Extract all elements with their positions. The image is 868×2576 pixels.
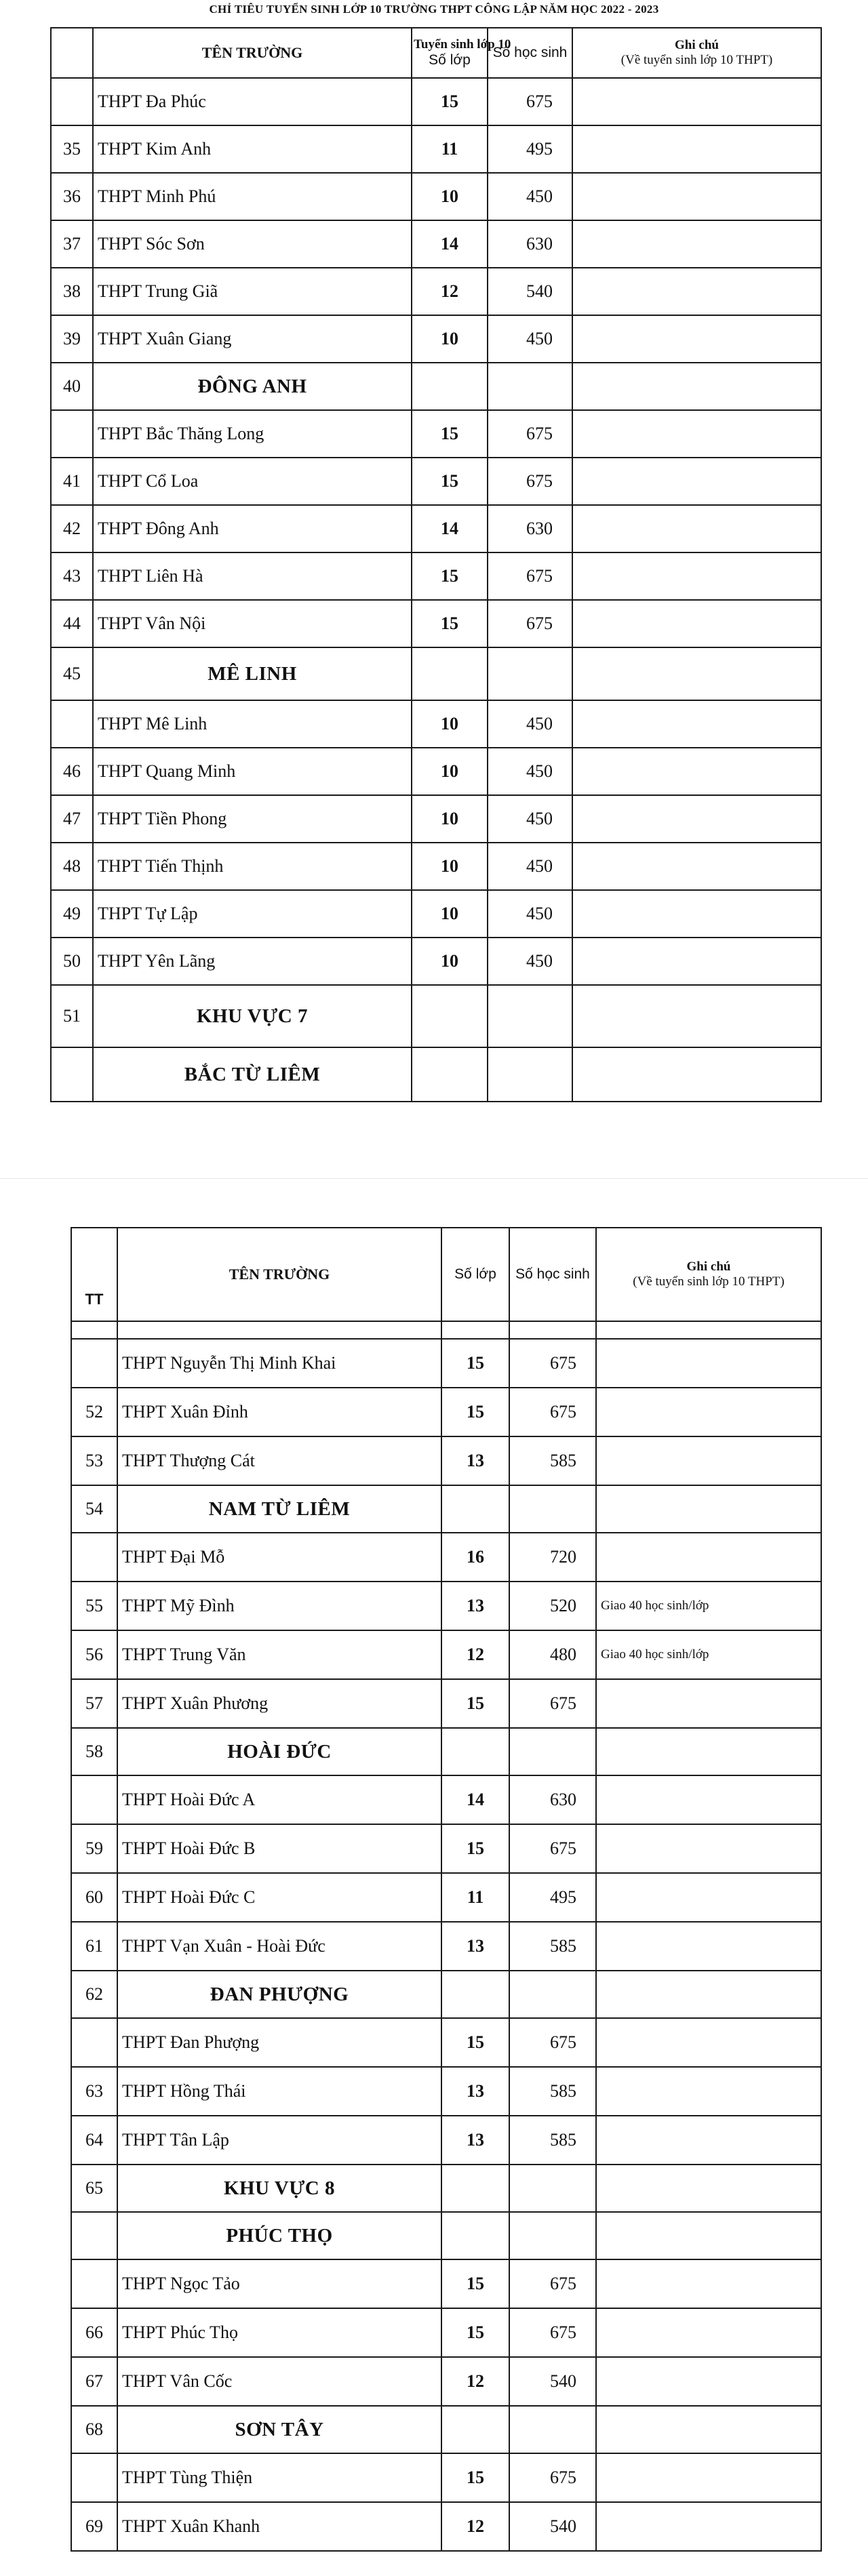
class-count: 12	[441, 2502, 509, 2551]
note	[572, 505, 821, 552]
class-count: 15	[441, 1824, 509, 1873]
row-number: 61	[71, 1922, 117, 1971]
header-school-name: TÊN TRƯỜNG	[93, 28, 412, 78]
row-number: 53	[71, 1436, 117, 1485]
empty-cell	[509, 1971, 596, 2018]
header-student-count: Số học sinh	[509, 1228, 596, 1321]
school-row	[71, 1922, 821, 1971]
school-name: THPT Nguyễn Thị Minh Khai	[117, 1339, 441, 1388]
student-count: 675	[488, 78, 572, 125]
class-count: 12	[441, 1630, 509, 1679]
row-number: 56	[71, 1630, 117, 1679]
note	[572, 315, 821, 363]
header-tt-cell	[51, 28, 93, 78]
school-name: THPT Hoài Đức B	[117, 1824, 441, 1873]
note	[572, 173, 821, 220]
row-number: 69	[71, 2502, 117, 2551]
student-count: 675	[488, 458, 572, 505]
header-class-count: Số lớp	[441, 1228, 509, 1321]
note	[572, 748, 821, 795]
district-name: BẮC TỪ LIÊM	[93, 1047, 412, 1102]
class-count: 10	[412, 315, 488, 363]
empty-cell	[488, 985, 572, 1047]
header-school-name: TÊN TRƯỜNG	[117, 1228, 441, 1321]
student-count: 675	[488, 600, 572, 647]
student-count: 540	[488, 268, 572, 315]
empty-cell	[509, 2165, 596, 2212]
school-name: THPT Trung Văn	[117, 1630, 441, 1679]
note	[596, 2259, 821, 2308]
note	[596, 2116, 821, 2165]
empty-cell	[509, 2212, 596, 2259]
empty-cell	[488, 1047, 572, 1102]
note	[596, 1824, 821, 1873]
district-name: NAM TỪ LIÊM	[117, 1485, 441, 1533]
row-number: 55	[71, 1582, 117, 1630]
student-count: 450	[488, 315, 572, 363]
row-number: 60	[71, 1873, 117, 1922]
row-number: 58	[71, 1728, 117, 1775]
school-name: THPT Đông Anh	[93, 505, 412, 552]
school-name: THPT Đại Mỗ	[117, 1533, 441, 1582]
school-name: THPT Trung Giã	[93, 268, 412, 315]
row-number: 49	[51, 890, 93, 938]
class-count: 10	[412, 173, 488, 220]
class-count: 13	[441, 1922, 509, 1971]
row-number: 43	[51, 552, 93, 600]
row-number: 57	[71, 1679, 117, 1728]
row-number	[51, 1047, 93, 1102]
school-name: THPT Vân Cốc	[117, 2357, 441, 2406]
school-row	[51, 220, 821, 268]
class-count: 15	[441, 1339, 509, 1388]
row-number	[51, 78, 93, 125]
student-count: 675	[509, 2453, 596, 2502]
note	[572, 78, 821, 125]
school-name: THPT Tân Lập	[117, 2116, 441, 2165]
page-separator	[0, 1178, 868, 1179]
student-count: 675	[488, 410, 572, 458]
header-student-count: Số học sinh	[488, 28, 572, 78]
school-row	[51, 458, 821, 505]
row-number: 40	[51, 363, 93, 410]
school-row	[51, 173, 821, 220]
school-name: THPT Vạn Xuân - Hoài Đức	[117, 1922, 441, 1971]
class-count: 13	[441, 2116, 509, 2165]
spacer-row	[71, 1321, 821, 1339]
school-row	[71, 1533, 821, 1582]
note	[596, 1339, 821, 1388]
empty-cell	[441, 2406, 509, 2453]
school-name: THPT Tùng Thiện	[117, 2453, 441, 2502]
school-name: THPT Bắc Thăng Long	[93, 410, 412, 458]
district-name: PHÚC THỌ	[117, 2212, 441, 2259]
school-name: THPT Xuân Đỉnh	[117, 1388, 441, 1436]
class-count: 15	[441, 1388, 509, 1436]
district-name: ĐAN PHƯỢNG	[117, 1971, 441, 2018]
note	[596, 2357, 821, 2406]
class-count: 15	[441, 1679, 509, 1728]
student-count: 450	[488, 700, 572, 748]
school-row	[71, 2357, 821, 2406]
note	[596, 2453, 821, 2502]
student-count: 675	[509, 1824, 596, 1873]
district-row	[51, 363, 821, 410]
school-name: THPT Quang Minh	[93, 748, 412, 795]
header-admission-label: Tuyển sinh lớp 10	[414, 37, 511, 52]
row-number: 45	[51, 647, 93, 700]
class-count: 10	[412, 748, 488, 795]
school-name: THPT Sóc Sơn	[93, 220, 412, 268]
class-count: 10	[412, 843, 488, 890]
empty-cell	[509, 1728, 596, 1775]
class-count: 15	[441, 2259, 509, 2308]
note	[572, 552, 821, 600]
row-number: 44	[51, 600, 93, 647]
row-number	[71, 2018, 117, 2067]
student-count: 585	[509, 1922, 596, 1971]
school-row	[51, 890, 821, 938]
row-number: 46	[51, 748, 93, 795]
class-count: 11	[441, 1873, 509, 1922]
school-row	[71, 2116, 821, 2165]
table-header-row	[51, 28, 821, 78]
empty-cell	[572, 1047, 821, 1102]
empty-cell	[572, 985, 821, 1047]
row-number	[71, 1775, 117, 1824]
header-notes: Ghi chú (Về tuyển sinh lớp 10 THPT)	[572, 28, 821, 78]
school-name: THPT Cổ Loa	[93, 458, 412, 505]
school-row	[71, 2259, 821, 2308]
class-count: 15	[412, 552, 488, 600]
class-count: 12	[412, 268, 488, 315]
note	[596, 1922, 821, 1971]
empty-cell	[572, 363, 821, 410]
empty-cell	[441, 1485, 509, 1533]
row-number: 39	[51, 315, 93, 363]
empty-cell	[509, 2406, 596, 2453]
note	[572, 600, 821, 647]
student-count: 495	[488, 125, 572, 173]
table-header-row	[71, 1228, 821, 1321]
empty-cell	[596, 1971, 821, 2018]
class-count: 16	[441, 1533, 509, 1582]
note	[572, 938, 821, 985]
district-row	[71, 1971, 821, 2018]
row-number	[71, 1339, 117, 1388]
class-count: 14	[412, 220, 488, 268]
note	[572, 410, 821, 458]
student-count: 675	[509, 1679, 596, 1728]
student-count: 495	[509, 1873, 596, 1922]
class-count: 11	[412, 125, 488, 173]
district-row	[71, 1485, 821, 1533]
note	[572, 458, 821, 505]
district-name: KHU VỰC 8	[117, 2165, 441, 2212]
row-number: 65	[71, 2165, 117, 2212]
row-number: 36	[51, 173, 93, 220]
class-count: 15	[441, 2308, 509, 2357]
school-row	[71, 2018, 821, 2067]
class-count: 15	[412, 600, 488, 647]
empty-cell	[488, 647, 572, 700]
school-name: THPT Tự Lập	[93, 890, 412, 938]
empty-cell	[488, 363, 572, 410]
class-count: 13	[441, 1436, 509, 1485]
empty-cell	[596, 1485, 821, 1533]
class-count: 13	[441, 1582, 509, 1630]
student-count: 450	[488, 173, 572, 220]
row-number: 38	[51, 268, 93, 315]
empty-cell	[412, 1047, 488, 1102]
empty-cell	[441, 2165, 509, 2212]
district-row	[51, 1047, 821, 1102]
empty-cell	[596, 1728, 821, 1775]
note	[596, 2067, 821, 2116]
school-name: THPT Kim Anh	[93, 125, 412, 173]
empty-cell	[412, 647, 488, 700]
note	[572, 795, 821, 843]
student-count: 585	[509, 2116, 596, 2165]
district-name: HOÀI ĐỨC	[117, 1728, 441, 1775]
page-title: CHỈ TIÊU TUYỂN SINH LỚP 10 TRƯỜNG THPT CÔNG LẬP NĂM HỌC 2022 - 2023	[209, 3, 659, 16]
row-number	[71, 1533, 117, 1582]
student-count: 480	[509, 1630, 596, 1679]
school-row	[51, 600, 821, 647]
note: Giao 40 học sinh/lớp	[596, 1582, 821, 1630]
enrollment-table-part-1	[50, 27, 822, 1102]
note	[596, 1436, 821, 1485]
row-number: 48	[51, 843, 93, 890]
note	[596, 2308, 821, 2357]
header-class-count: Tuyển sinh lớp 10 Số lớp	[412, 28, 488, 78]
student-count: 450	[488, 748, 572, 795]
student-count: 675	[509, 2018, 596, 2067]
school-row	[71, 1388, 821, 1436]
student-count: 585	[509, 1436, 596, 1485]
school-row	[71, 1630, 821, 1679]
row-number	[51, 410, 93, 458]
school-row	[51, 552, 821, 600]
school-name: THPT Tiền Phong	[93, 795, 412, 843]
class-count: 15	[412, 410, 488, 458]
empty-cell	[441, 1971, 509, 2018]
school-row	[71, 1339, 821, 1388]
school-row	[71, 2502, 821, 2551]
note	[596, 1533, 821, 1582]
student-count: 720	[509, 1533, 596, 1582]
row-number: 50	[51, 938, 93, 985]
district-name: ĐÔNG ANH	[93, 363, 412, 410]
school-row	[71, 2308, 821, 2357]
class-count: 10	[412, 795, 488, 843]
district-row	[71, 1728, 821, 1775]
row-number: 52	[71, 1388, 117, 1436]
school-row	[71, 2067, 821, 2116]
school-row	[51, 315, 821, 363]
district-name: SƠN TÂY	[117, 2406, 441, 2453]
note	[572, 220, 821, 268]
school-row	[71, 1582, 821, 1630]
empty-cell	[441, 1728, 509, 1775]
student-count: 450	[488, 890, 572, 938]
student-count: 540	[509, 2502, 596, 2551]
school-row	[51, 795, 821, 843]
class-count: 10	[412, 890, 488, 938]
school-name: THPT Phúc Thọ	[117, 2308, 441, 2357]
student-count: 675	[509, 1339, 596, 1388]
class-count: 15	[441, 2018, 509, 2067]
row-number: 35	[51, 125, 93, 173]
row-number	[51, 700, 93, 748]
school-name: THPT Tiến Thịnh	[93, 843, 412, 890]
empty-cell	[596, 2212, 821, 2259]
note	[596, 1873, 821, 1922]
district-row	[71, 2406, 821, 2453]
class-count: 14	[441, 1775, 509, 1824]
school-row	[71, 1873, 821, 1922]
empty-cell	[441, 2212, 509, 2259]
school-name: THPT Vân Nội	[93, 600, 412, 647]
row-number: 47	[51, 795, 93, 843]
school-name: THPT Ngọc Tảo	[117, 2259, 441, 2308]
empty-cell	[412, 363, 488, 410]
student-count: 630	[509, 1775, 596, 1824]
district-row	[51, 985, 821, 1047]
school-name: THPT Đa Phúc	[93, 78, 412, 125]
school-row	[51, 410, 821, 458]
student-count: 450	[488, 795, 572, 843]
header-tt: TT	[71, 1228, 117, 1321]
student-count: 540	[509, 2357, 596, 2406]
school-name: THPT Hoài Đức A	[117, 1775, 441, 1824]
school-name: THPT Minh Phú	[93, 173, 412, 220]
district-name: MÊ LINH	[93, 647, 412, 700]
school-row	[71, 1679, 821, 1728]
school-name: THPT Mê Linh	[93, 700, 412, 748]
school-name: THPT Thượng Cát	[117, 1436, 441, 1485]
empty-cell	[596, 2165, 821, 2212]
district-name: KHU VỰC 7	[93, 985, 412, 1047]
row-number: 63	[71, 2067, 117, 2116]
student-count: 675	[509, 2259, 596, 2308]
student-count: 450	[488, 938, 572, 985]
empty-cell	[572, 647, 821, 700]
note	[572, 890, 821, 938]
district-row	[71, 2212, 821, 2259]
student-count: 520	[509, 1582, 596, 1630]
enrollment-table-part-2	[71, 1227, 822, 2552]
note	[572, 700, 821, 748]
district-row	[51, 647, 821, 700]
note	[596, 1679, 821, 1728]
class-count: 12	[441, 2357, 509, 2406]
row-number: 37	[51, 220, 93, 268]
student-count: 630	[488, 505, 572, 552]
school-row	[51, 700, 821, 748]
row-number	[71, 2259, 117, 2308]
note	[596, 1775, 821, 1824]
school-name: THPT Liên Hà	[93, 552, 412, 600]
student-count: 675	[488, 552, 572, 600]
row-number: 42	[51, 505, 93, 552]
student-count: 675	[509, 1388, 596, 1436]
class-count: 14	[412, 505, 488, 552]
class-count: 10	[412, 700, 488, 748]
note	[572, 843, 821, 890]
row-number	[71, 2212, 117, 2259]
school-row	[51, 843, 821, 890]
student-count: 585	[509, 2067, 596, 2116]
row-number: 62	[71, 1971, 117, 2018]
row-number: 66	[71, 2308, 117, 2357]
school-row	[71, 2453, 821, 2502]
school-row	[51, 938, 821, 985]
empty-cell	[596, 2406, 821, 2453]
class-count: 15	[412, 458, 488, 505]
school-row	[51, 748, 821, 795]
header-notes: Ghi chú (Về tuyển sinh lớp 10 THPT)	[596, 1228, 821, 1321]
row-number: 67	[71, 2357, 117, 2406]
empty-cell	[509, 1485, 596, 1533]
school-row	[51, 505, 821, 552]
school-name: THPT Xuân Khanh	[117, 2502, 441, 2551]
school-name: THPT Hồng Thái	[117, 2067, 441, 2116]
class-count: 10	[412, 938, 488, 985]
row-number: 41	[51, 458, 93, 505]
school-row	[51, 125, 821, 173]
row-number: 51	[51, 985, 93, 1047]
school-row	[51, 268, 821, 315]
school-name: THPT Hoài Đức C	[117, 1873, 441, 1922]
school-name: THPT Xuân Phương	[117, 1679, 441, 1728]
school-row	[71, 1775, 821, 1824]
district-row	[71, 2165, 821, 2212]
note: Giao 40 học sinh/lớp	[596, 1630, 821, 1679]
class-count: 15	[441, 2453, 509, 2502]
class-count: 13	[441, 2067, 509, 2116]
school-row	[51, 78, 821, 125]
note	[572, 268, 821, 315]
row-number: 64	[71, 2116, 117, 2165]
school-row	[71, 1436, 821, 1485]
row-number: 68	[71, 2406, 117, 2453]
student-count: 630	[488, 220, 572, 268]
school-name: THPT Mỹ Đình	[117, 1582, 441, 1630]
school-name: THPT Xuân Giang	[93, 315, 412, 363]
note	[596, 2502, 821, 2551]
row-number: 59	[71, 1824, 117, 1873]
school-name: THPT Đan Phượng	[117, 2018, 441, 2067]
row-number: 54	[71, 1485, 117, 1533]
student-count: 675	[509, 2308, 596, 2357]
empty-cell	[412, 985, 488, 1047]
note	[596, 1388, 821, 1436]
class-count: 15	[412, 78, 488, 125]
school-row	[71, 1824, 821, 1873]
student-count: 450	[488, 843, 572, 890]
school-name: THPT Yên Lãng	[93, 938, 412, 985]
note	[572, 125, 821, 173]
note	[596, 2018, 821, 2067]
row-number	[71, 2453, 117, 2502]
